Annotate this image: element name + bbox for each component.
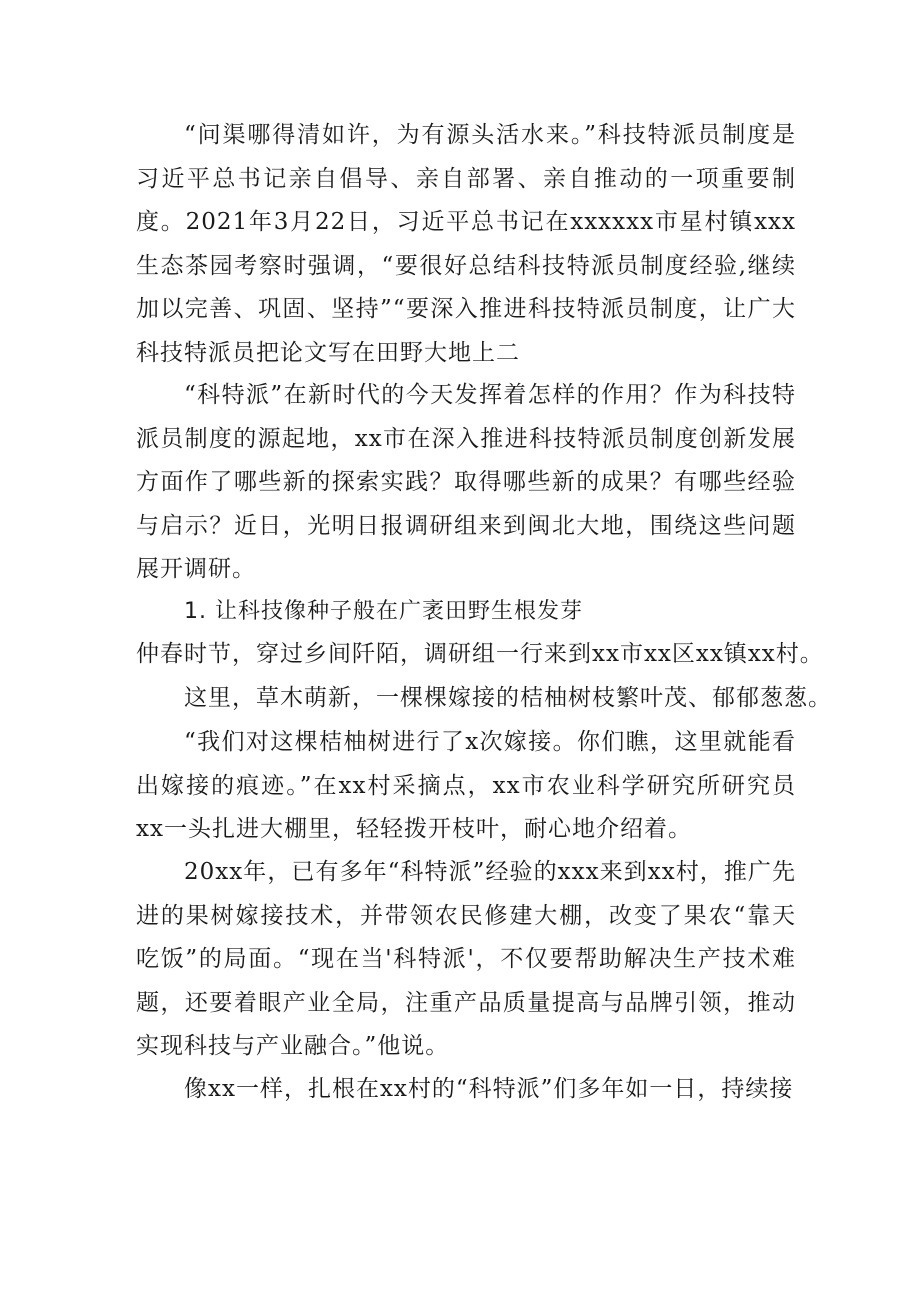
paragraph-line-scenery: 这里，草木萌新，一棵棵嫁接的桔柚树枝繁叶茂、郁郁葱葱。 xyxy=(184,685,832,711)
section-heading: 1. 让科技像种子般在广袤田野生根发芽 xyxy=(184,599,583,624)
paragraph-history: 20xx年，已有多年“科特派”经验的xxx来到xx村，推广先进的果树嫁接技术，并带领农民修建大棚，改变了果农“靠天吃饭”的局面。“现在当'科特派'，不仅要帮助解决生产技术难题，还要着眼产业全局，注重产品质量提高与品牌引领，推动实现科技与产业融合。”他说。 xyxy=(136,859,796,1059)
paragraph-quote: “我们对这棵桔柚树进行了x次嫁接。你们瞧，这里就能看出嫁接的痕迹。”在xx村采摘点，xx市农业科学研究所研究员xx一头扎进大棚里，轻轻拨开枝叶，耐心地介绍着。 xyxy=(136,729,796,842)
paragraph-continue: 像xx一样，扎根在xx村的“科特派”们多年如一日，持续接 xyxy=(184,1076,794,1102)
paragraph-line-spring: 仲春时节，穿过乡间阡陌，调研组一行来到xx市xx区xx镇xx村。 xyxy=(136,641,824,667)
paragraph-questions: “科特派”在新时代的今天发挥着怎样的作用？作为科技特派员制度的源起地，xx市在深入推进科技特派员制度创新发展方面作了哪些新的探索实践？取得哪些新的成果？有哪些经验与启示？近日，光明日报调研组来到闽北大地，围绕这些问题展开调研。 xyxy=(136,382,796,582)
paragraph-intro: “问渠哪得清如许，为有源头活水来。”科技特派员制度是习近平总书记亲自倡导、亲自部署、亲自推动的一项重要制度。2021年3月22日，习近平总书记在xxxxxx市星村镇xxx生态茶园考察时强调，“要很好总结科技特派员制度经验,继续加以完善、巩固、坚持”“要深入推进科技特派员制度，让广大科技特派员把论文写在田野大地上二 xyxy=(136,122,796,366)
